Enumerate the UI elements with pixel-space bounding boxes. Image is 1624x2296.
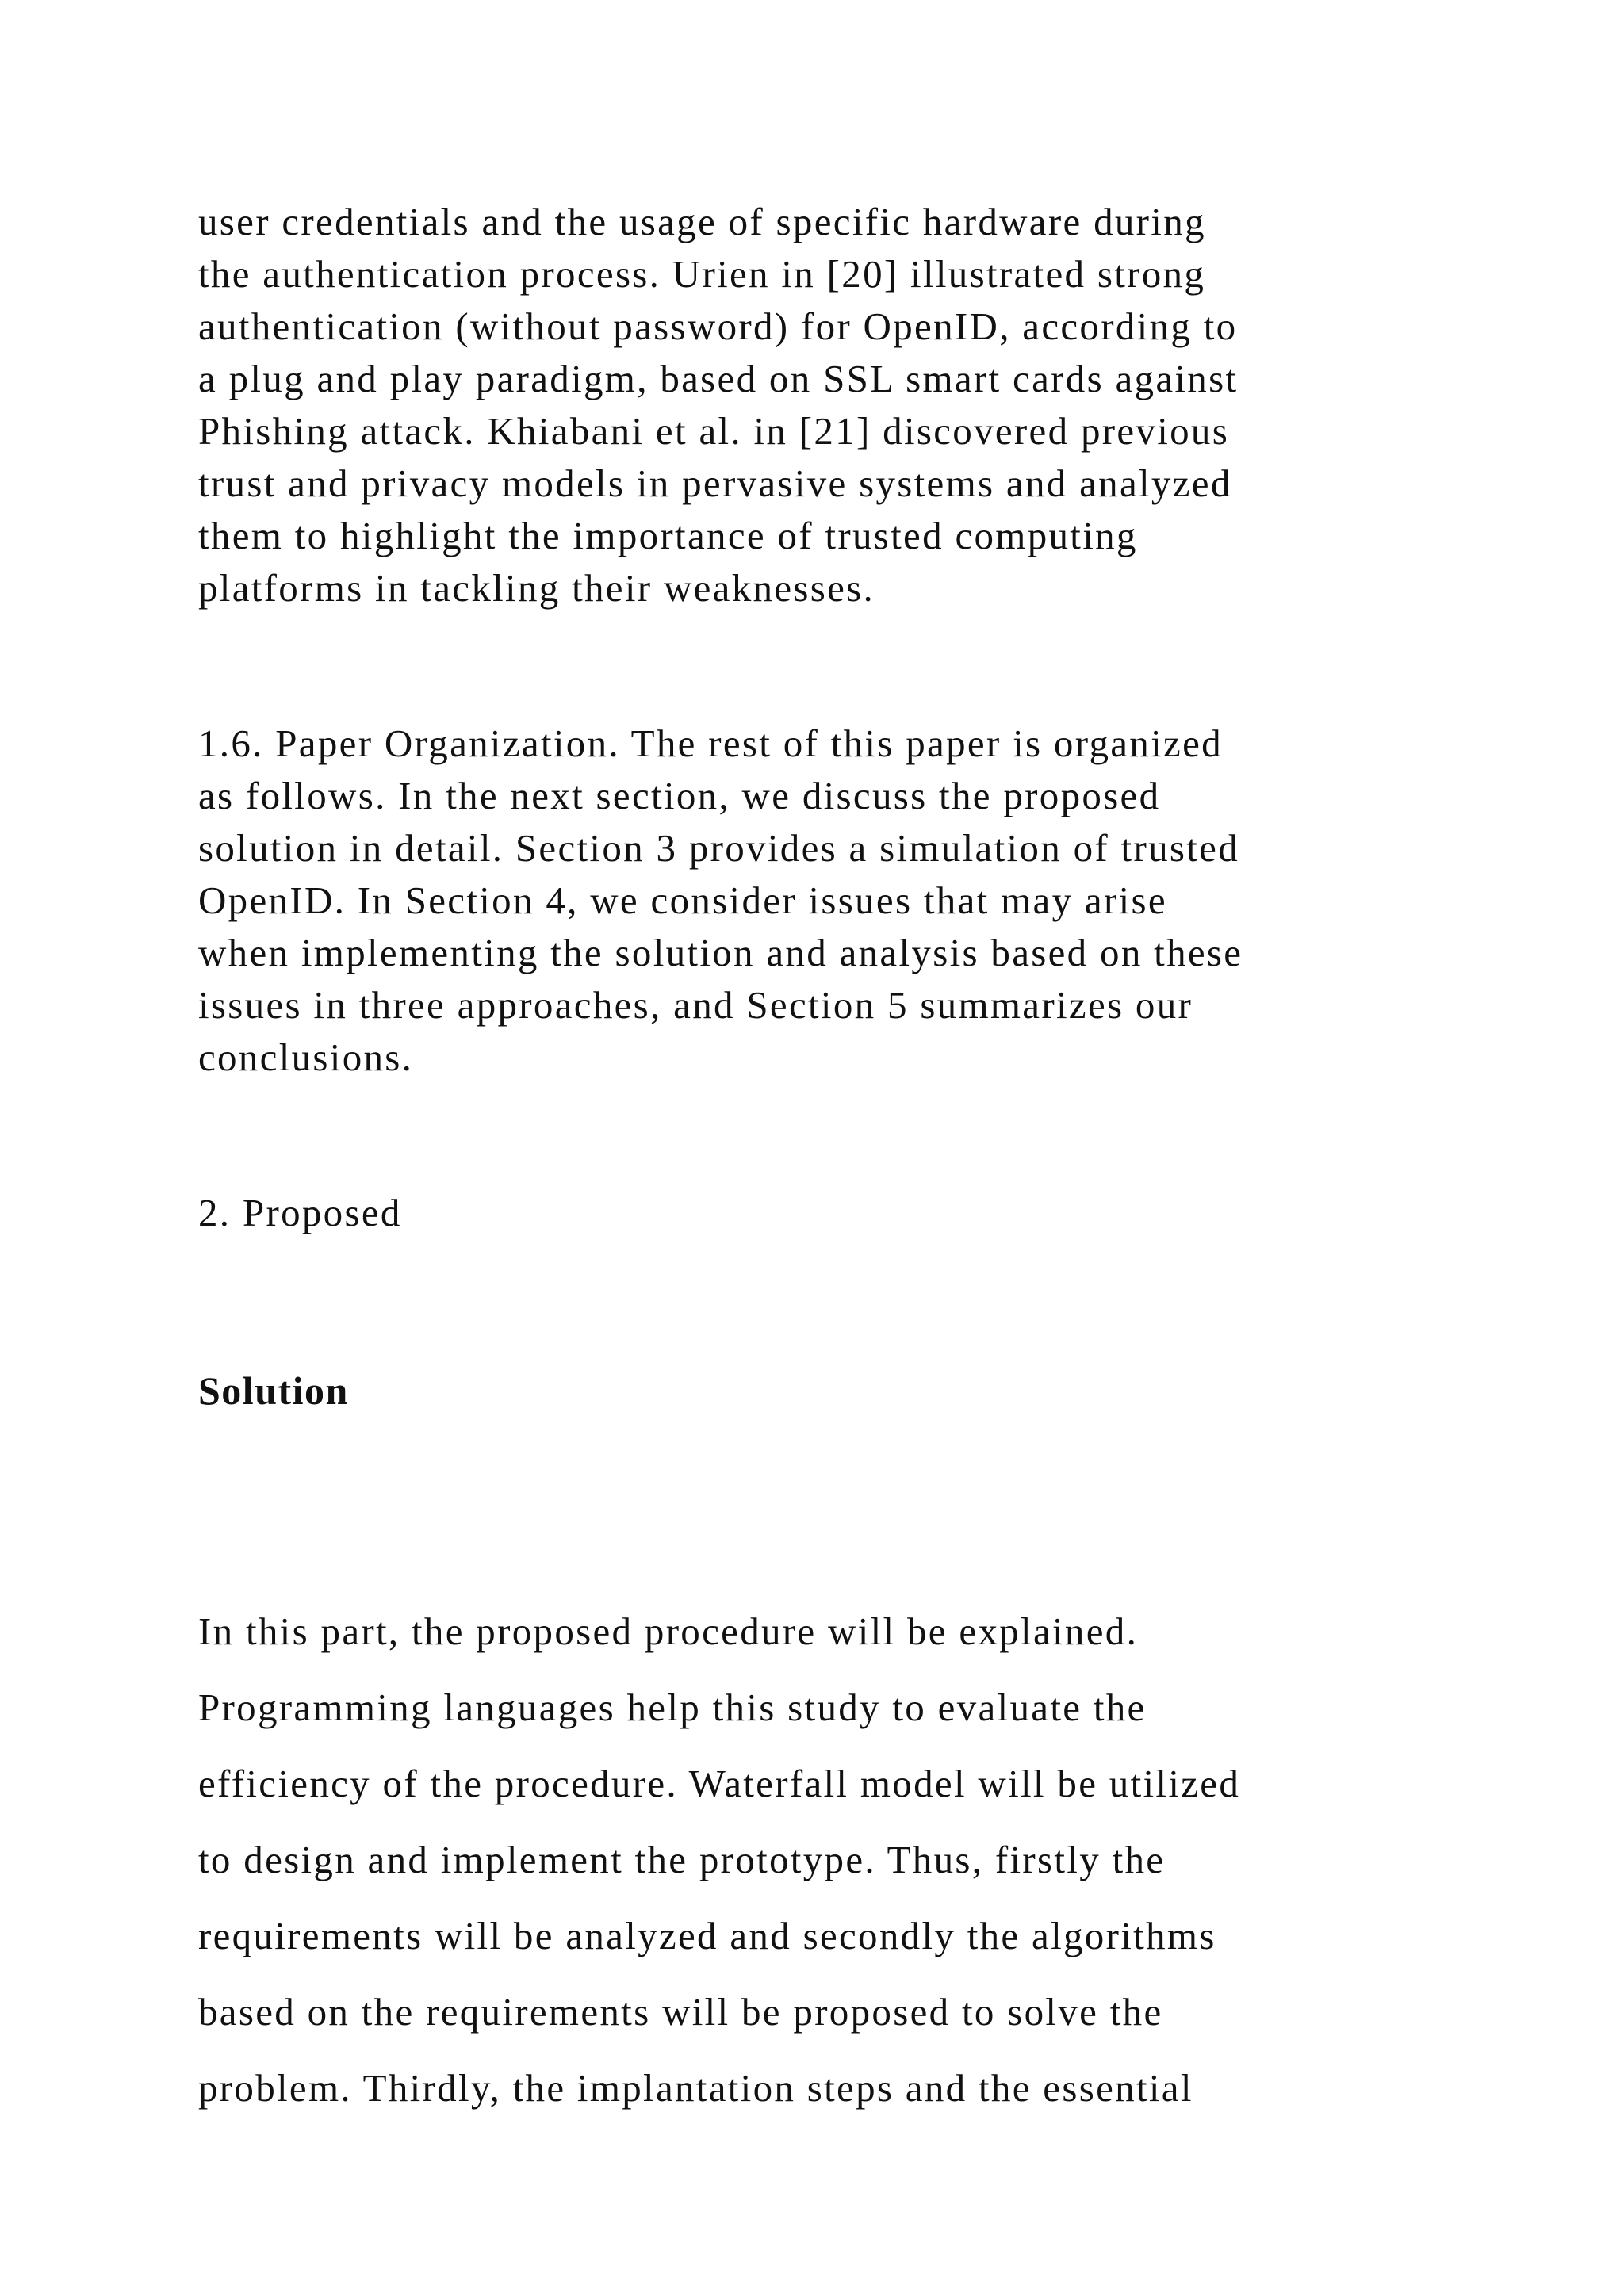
paragraph-2-line-6: issues in three approaches, and Section 5 summarizes our <box>198 983 1193 1027</box>
paragraph-2-line-5: when implementing the solution and analysis based on these <box>198 931 1243 974</box>
paragraph-2-line-1: 1.6. Paper Organization. The rest of this paper is organized <box>198 721 1223 765</box>
paragraph-3-line-6: based on the requirements will be proposed to solve the <box>198 1990 1163 2034</box>
paragraph-3-line-3: efficiency of the procedure. Waterfall model will be utilized <box>198 1762 1241 1805</box>
paragraph-1-line-3: authentication (without password) for OpenID, according to <box>198 304 1238 348</box>
paragraph-2-line-4: OpenID. In Section 4, we consider issues that may arise <box>198 878 1167 922</box>
paragraph-2-line-2: as follows. In the next section, we discuss the proposed <box>198 774 1161 817</box>
paragraph-3-line-4: to design and implement the prototype. Thus, firstly the <box>198 1838 1166 1881</box>
paragraph-1-line-6: trust and privacy models in pervasive systems and analyzed <box>198 461 1232 505</box>
paragraph-3-line-7: problem. Thirdly, the implantation steps and the essential <box>198 2066 1193 2110</box>
paragraph-1-line-5: Phishing attack. Khiabani et al. in [21] discovered previous <box>198 409 1230 453</box>
paragraph-1-line-4: a plug and play paradigm, based on SSL smart cards against <box>198 357 1239 400</box>
paragraph-1-line-2: the authentication process. Urien in [20] illustrated strong <box>198 252 1206 296</box>
paragraph-3-line-5: requirements will be analyzed and secondly the algorithms <box>198 1914 1216 1957</box>
paragraph-3-line-1: In this part, the proposed procedure will be explained. <box>198 1609 1139 1653</box>
paragraph-2-line-7: conclusions. <box>198 1035 414 1079</box>
section-heading: 2. Proposed <box>198 1191 402 1234</box>
paragraph-1-line-8: platforms in tackling their weaknesses. <box>198 566 875 610</box>
paragraph-1-line-7: them to highlight the importance of trusted computing <box>198 514 1138 557</box>
paragraph-3-line-2: Programming languages help this study to evaluate the <box>198 1686 1147 1729</box>
paragraph-1-line-1: user credentials and the usage of specific hardware during <box>198 200 1206 243</box>
bold-heading: Solution <box>198 1368 349 1413</box>
paragraph-2-line-3: solution in detail. Section 3 provides a simulation of trusted <box>198 826 1240 870</box>
